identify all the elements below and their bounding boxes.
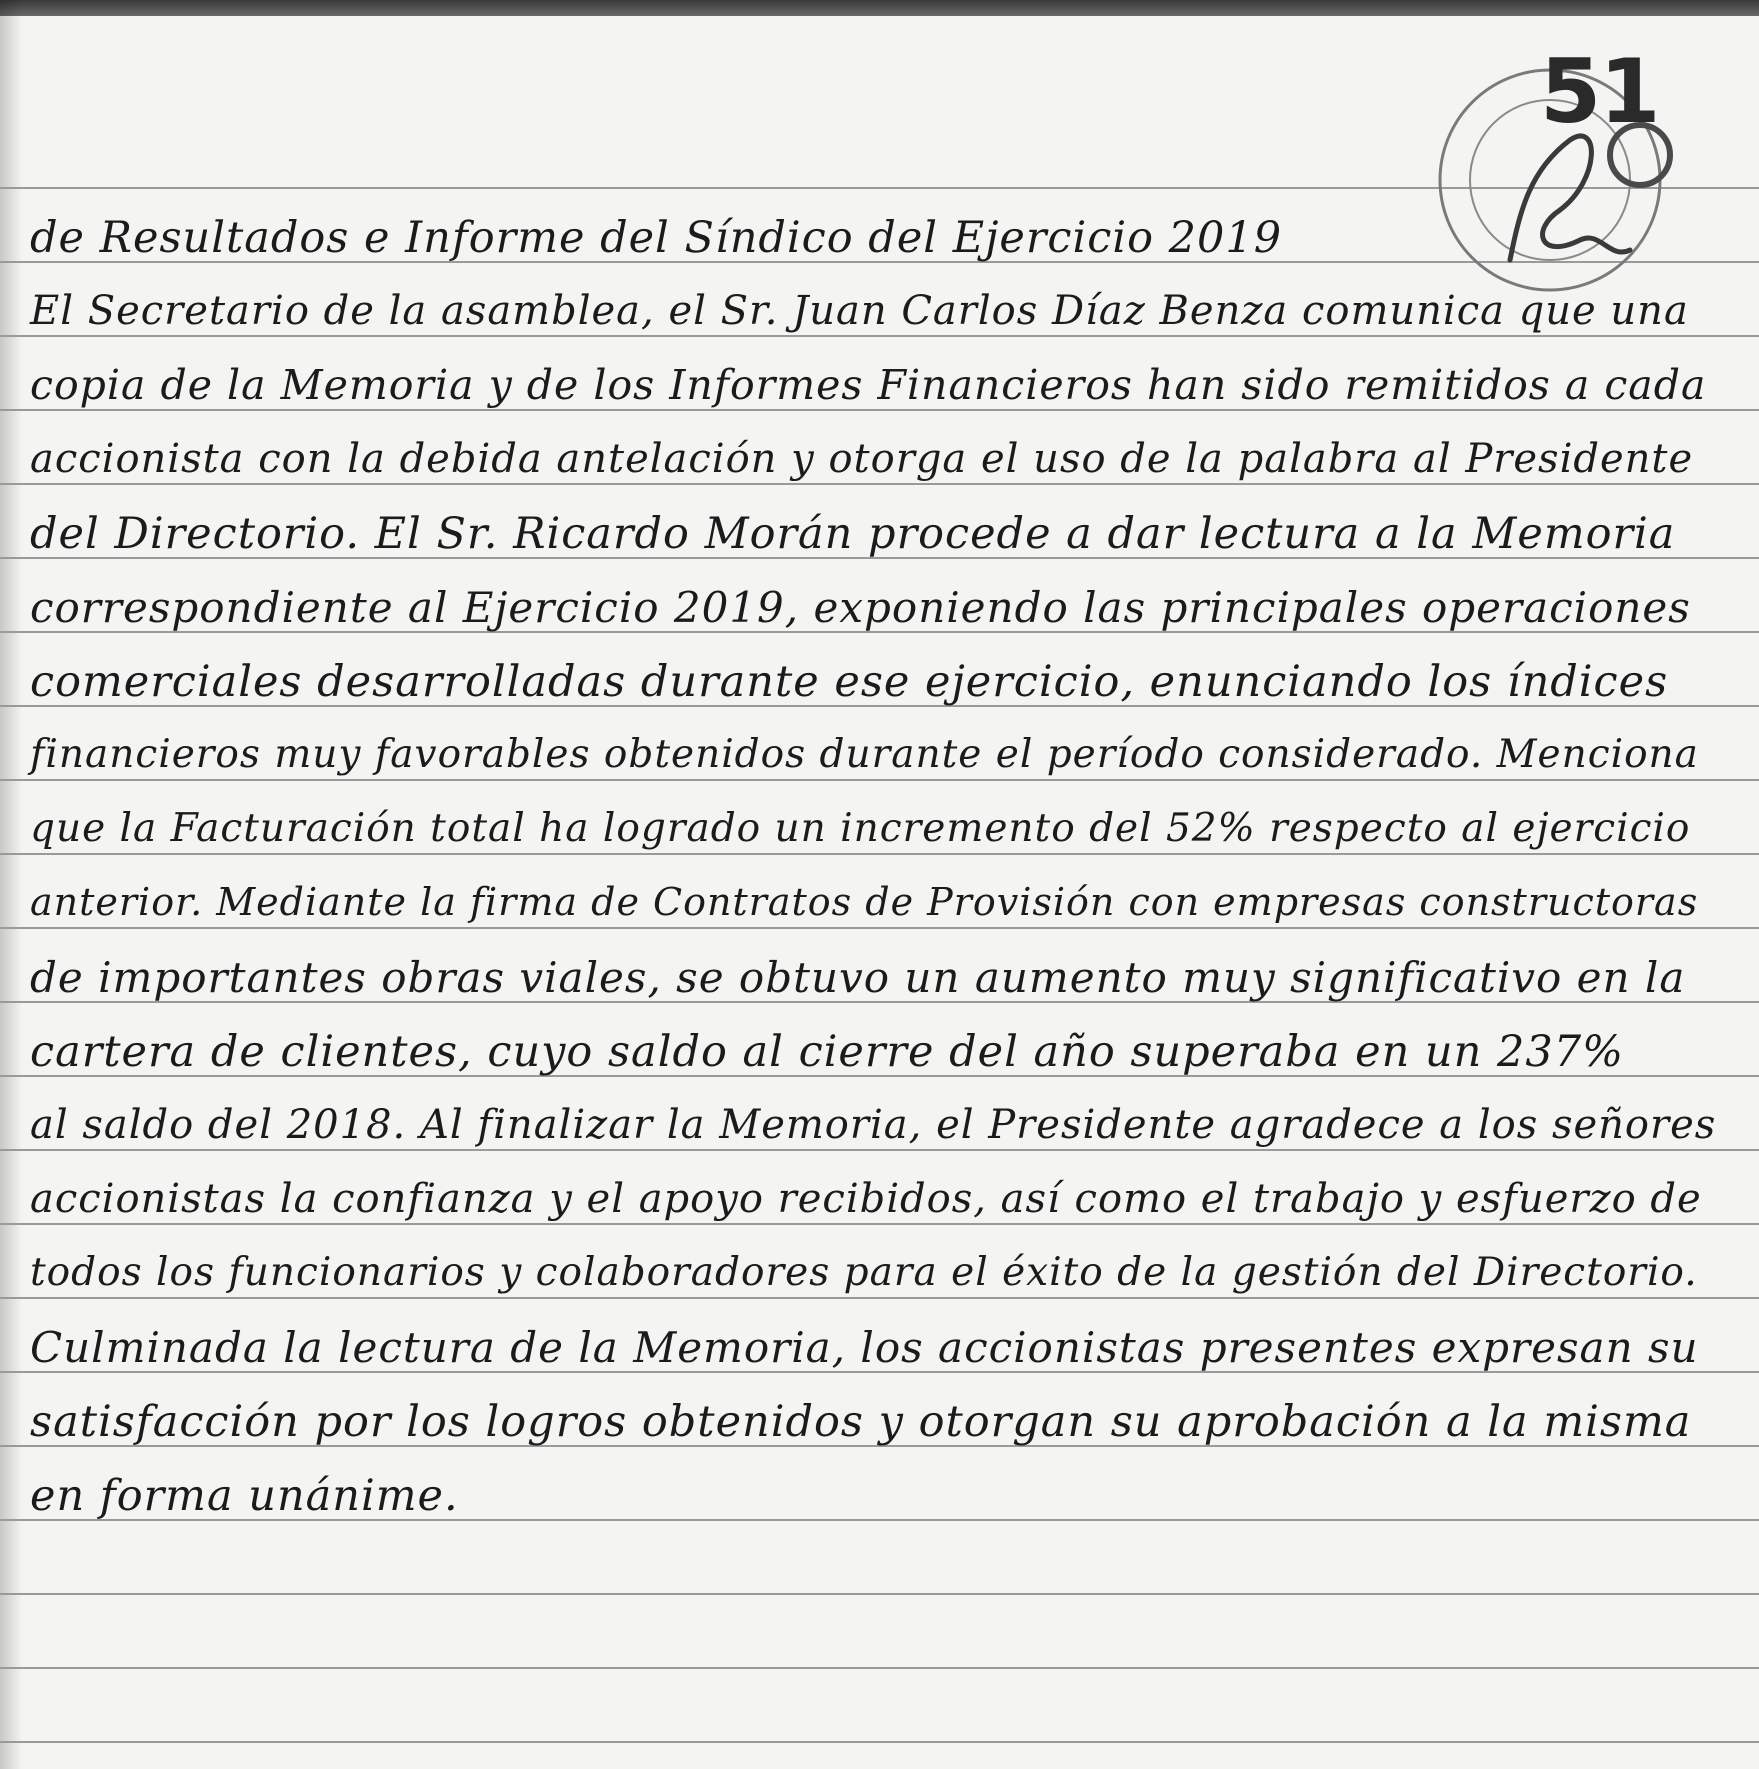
- text-line: todos los funcionarios y colaboradores para el éxito de la gestión del Directorio.: [30, 1250, 1698, 1295]
- text-line: accionistas la confianza y el apoyo recibidos, así como el trabajo y esfuerzo de: [30, 1176, 1702, 1222]
- text-line: financieros muy favorables obtenidos durante el período considerado. Menciona: [30, 732, 1699, 777]
- text-line: de Resultados e Informe del Síndico del Ejercicio 2019: [30, 213, 1283, 263]
- page-number: 51: [1540, 40, 1659, 143]
- text-line: comerciales desarrolladas durante ese ejercicio, enunciando los índices: [30, 657, 1669, 707]
- text-line: correspondiente al Ejercicio 2019, exponiendo las principales operaciones: [30, 583, 1691, 632]
- text-line: de importantes obras viales, se obtuvo un aumento muy significativo en la: [30, 953, 1686, 1002]
- text-line: El Secretario de la asamblea, el Sr. Juan Carlos Díaz Benza comunica que una: [30, 288, 1689, 334]
- text-line: del Directorio. El Sr. Ricardo Morán procede a dar lectura a la Memoria: [30, 509, 1676, 559]
- text-line: cartera de clientes, cuyo saldo al cierre del año superaba en un 237%: [30, 1027, 1624, 1077]
- text-line: al saldo del 2018. Al finalizar la Memoria, el Presidente agradece a los señores: [30, 1102, 1717, 1148]
- text-line: que la Facturación total ha logrado un incremento del 52% respecto al ejercicio: [30, 806, 1691, 851]
- text-line: copia de la Memoria y de los Informes Financieros han sido remitidos a cada: [30, 361, 1707, 409]
- text-line: Culminada la lectura de la Memoria, los accionistas presentes expresan su: [30, 1323, 1699, 1372]
- text-line: en forma unánime.: [30, 1471, 459, 1521]
- text-line: satisfacción por los logros obtenidos y otorgan su aprobación a la misma: [30, 1397, 1692, 1447]
- text-line: accionista con la debida antelación y otorga el uso de la palabra al Presidente: [30, 436, 1694, 482]
- text-line: anterior. Mediante la firma de Contratos de Provisión con empresas constructoras: [30, 880, 1699, 924]
